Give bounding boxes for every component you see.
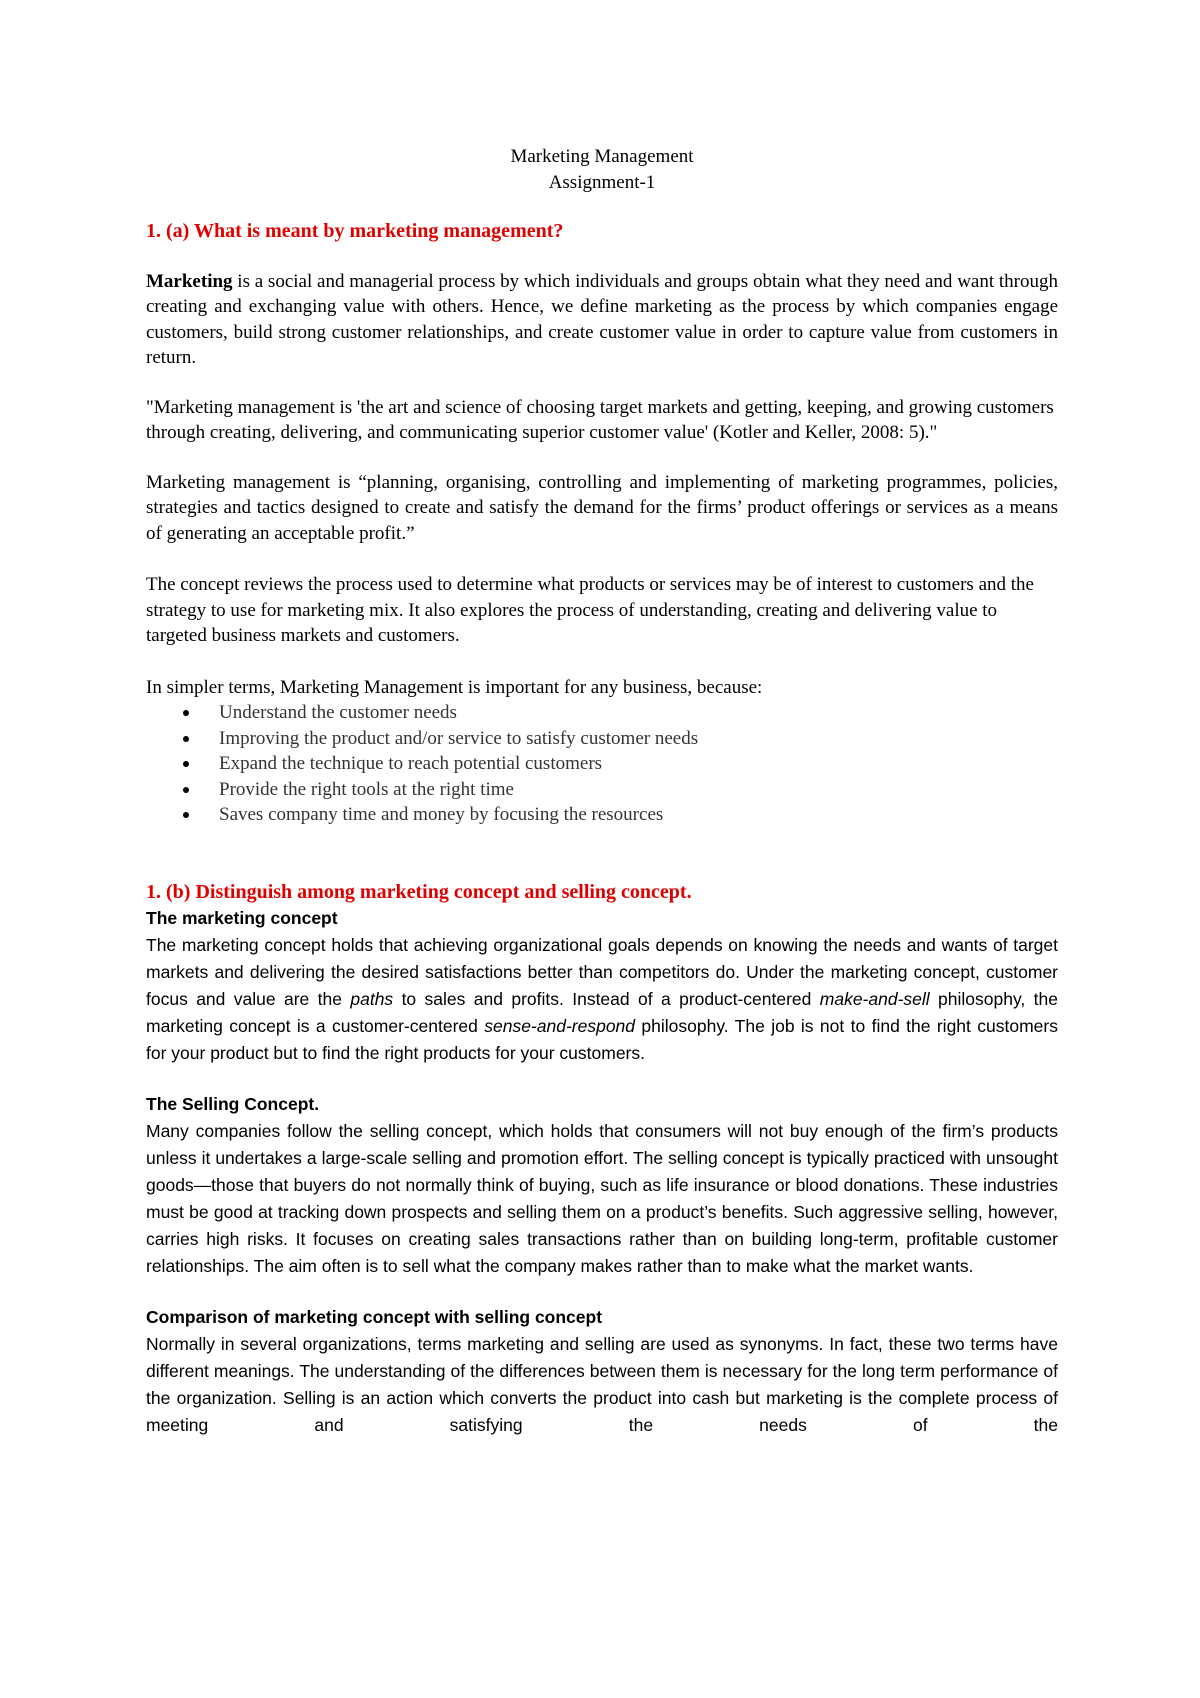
term-marketing: Marketing bbox=[146, 270, 233, 292]
comparison-heading: Comparison of marketing concept with selling concept bbox=[146, 1307, 603, 1327]
paragraph-marketing-definition-text: is a social and managerial process by which individuals and groups obtain what they need and want through creating and exchanging value with others. Hence, we define marketing as the process by which companies engage customers, build strong customer relationships, and create customer value in order to capture value from customers in return. bbox=[146, 270, 1058, 368]
document-subtitle: Assignment-1 bbox=[548, 171, 656, 193]
paragraph-management-definition: Marketing management is “planning, organising, controlling and implementing of marketing programmes, policies, strategies and tactics designed to create and satisfy the demand for the firms’ product offerings or services as a means of generating an acceptable profit.” bbox=[146, 471, 1058, 544]
paragraph-kotler-quote: "Marketing management is 'the art and science of choosing target markets and getting, keeping, and growing customers through creating, delivering, and communicating superior customer value' (Kotler and Keller, 2008: 5)." bbox=[146, 396, 1054, 443]
bullet-dot-icon bbox=[183, 812, 189, 818]
paragraph-concept-review: The concept reviews the process used to determine what products or services may be of interest to customers and the strategy to use for marketing mix. It also explores the process of understanding, creating and delivering value to targeted business markets and customers. bbox=[146, 574, 1034, 646]
bullet-dot-icon bbox=[183, 761, 189, 767]
importance-bullet-list bbox=[146, 700, 1058, 828]
selling-concept-paragraph: Many companies follow the selling concept, which holds that consumers will not buy enough of the firm’s products unless it undertakes a large-scale selling and promotion effort. The selling concept is typically practiced with unsought goods—those that buyers do not normally think of buying, such as life insurance or blood donations. These industries must be good at tracking down prospects and selling them on a product’s benefits. Such aggressive selling, however, carries high risks. It focuses on creating sales transactions rather than on building long-term, profitable customer relationships. The aim often is to sell what the company makes rather than to make what the market wants. bbox=[146, 1121, 1058, 1276]
paragraph-importance-intro: In simpler terms, Marketing Management is important for any business, because: bbox=[146, 676, 763, 698]
bullet-item: Provide the right tools at the right time bbox=[219, 777, 1058, 803]
selling-concept-heading: The Selling Concept. bbox=[146, 1094, 320, 1114]
marketing-concept-paragraph: The marketing concept holds that achieving organizational goals depends on knowing the needs and wants of target markets and delivering the desired satisfactions better than competitors do. Under the marketing concept, customer focus and value are the paths to sales and profits. Instead of a product-centered make-and-sell philosophy, the marketing concept is a customer-centered sense-and-respond philosophy. The job is not to find the right customers for your product but to find the right products for your customers. bbox=[146, 935, 1058, 1063]
paragraph-marketing-definition bbox=[146, 269, 1058, 371]
document-title: Marketing Management bbox=[510, 146, 694, 167]
bullet-dot-icon bbox=[183, 736, 189, 742]
question-1b-heading: 1. (b) Distinguish among marketing concept and selling concept. bbox=[146, 880, 692, 903]
bullet-item: Improving the product and/or service to satisfy customer needs bbox=[219, 726, 1058, 752]
bullet-item: Understand the customer needs bbox=[219, 700, 1058, 726]
comparison-paragraph: Normally in several organizations, terms marketing and selling are used as synonyms. In fact, these two terms have different meanings. The understanding of the differences between them is necessary for the long term performance of the organization. Selling is an action which converts the product into cash but marketing is the complete process of meeting and satisfying the needs of the bbox=[146, 1334, 1058, 1435]
bullet-item: Saves company time and money by focusing the resources bbox=[219, 802, 1058, 828]
marketing-concept-heading: The marketing concept bbox=[146, 908, 338, 928]
bullet-item: Expand the technique to reach potential customers bbox=[219, 751, 1058, 777]
document-page bbox=[146, 144, 1058, 1439]
bullet-dot-icon bbox=[183, 710, 189, 716]
question-1a-heading: 1. (a) What is meant by marketing management? bbox=[146, 220, 564, 242]
bullet-dot-icon bbox=[183, 787, 189, 793]
